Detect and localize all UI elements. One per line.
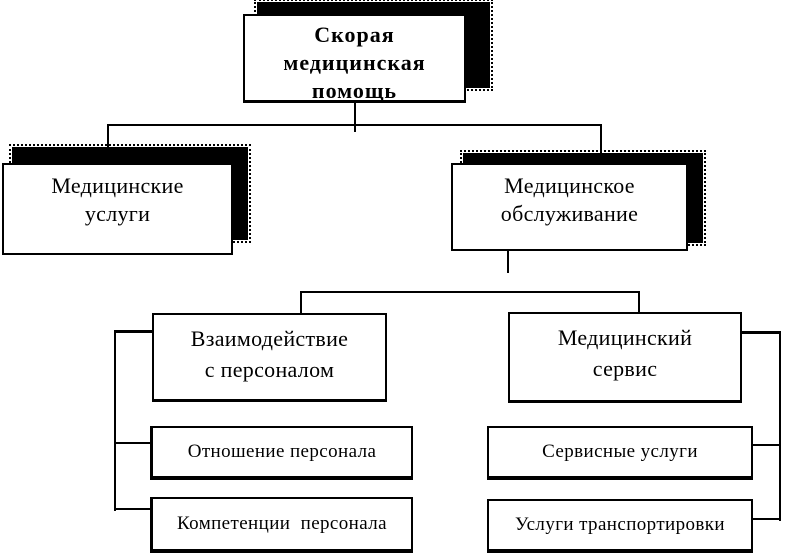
bracket-left-to-item2 (114, 508, 150, 510)
bracket-right-to-header (742, 331, 781, 334)
connector-level1-tick (354, 126, 356, 132)
node-staff-attitude (150, 426, 413, 480)
bracket-right-to-item2 (753, 518, 781, 520)
node-label-line: Медицинские (51, 173, 184, 198)
node-service-offerings (487, 426, 753, 480)
bracket-left-vertical (114, 330, 116, 511)
node-label-line: Медицинское (504, 173, 635, 198)
connector-root-stem (354, 103, 356, 124)
bracket-right-vertical (779, 331, 781, 521)
node-staff-interaction (152, 313, 387, 402)
node-medical-service (508, 312, 742, 403)
node-medical-services (2, 163, 233, 255)
connector-drop-to-care (600, 124, 602, 153)
node-transport-services (487, 499, 753, 553)
node-emergency-medical-aid (243, 14, 466, 103)
node-label: Сервисные услуги (542, 441, 698, 462)
node-label-line: услуги (84, 201, 151, 226)
connector-level2-rail (300, 291, 640, 293)
node-label-line: медицинская (283, 50, 426, 75)
node-label-line: Медицинский (557, 325, 693, 350)
node-label-line: обслуживание (500, 201, 639, 226)
node-label-line: Взаимодействие (190, 326, 349, 351)
node-label: Отношение персонала (187, 441, 377, 462)
node-label-line: сервис (592, 356, 658, 381)
bracket-left-to-item1 (114, 442, 150, 444)
bracket-left-to-header (114, 330, 152, 333)
node-label-line: Скорая (314, 22, 395, 47)
bracket-right-to-item1 (753, 444, 781, 446)
node-medical-care (451, 163, 688, 251)
node-label: Компетенции персонала (177, 513, 387, 534)
node-label-line: с персоналом (204, 357, 335, 382)
node-staff-competencies (150, 497, 413, 553)
node-label-line: помощь (311, 78, 398, 103)
connector-drop-to-services (107, 124, 109, 148)
connector-drop-to-staff (300, 291, 302, 313)
node-label: Услуги транспортировки (515, 514, 725, 535)
connector-care-stem (507, 251, 509, 273)
connector-drop-to-service (638, 291, 640, 312)
